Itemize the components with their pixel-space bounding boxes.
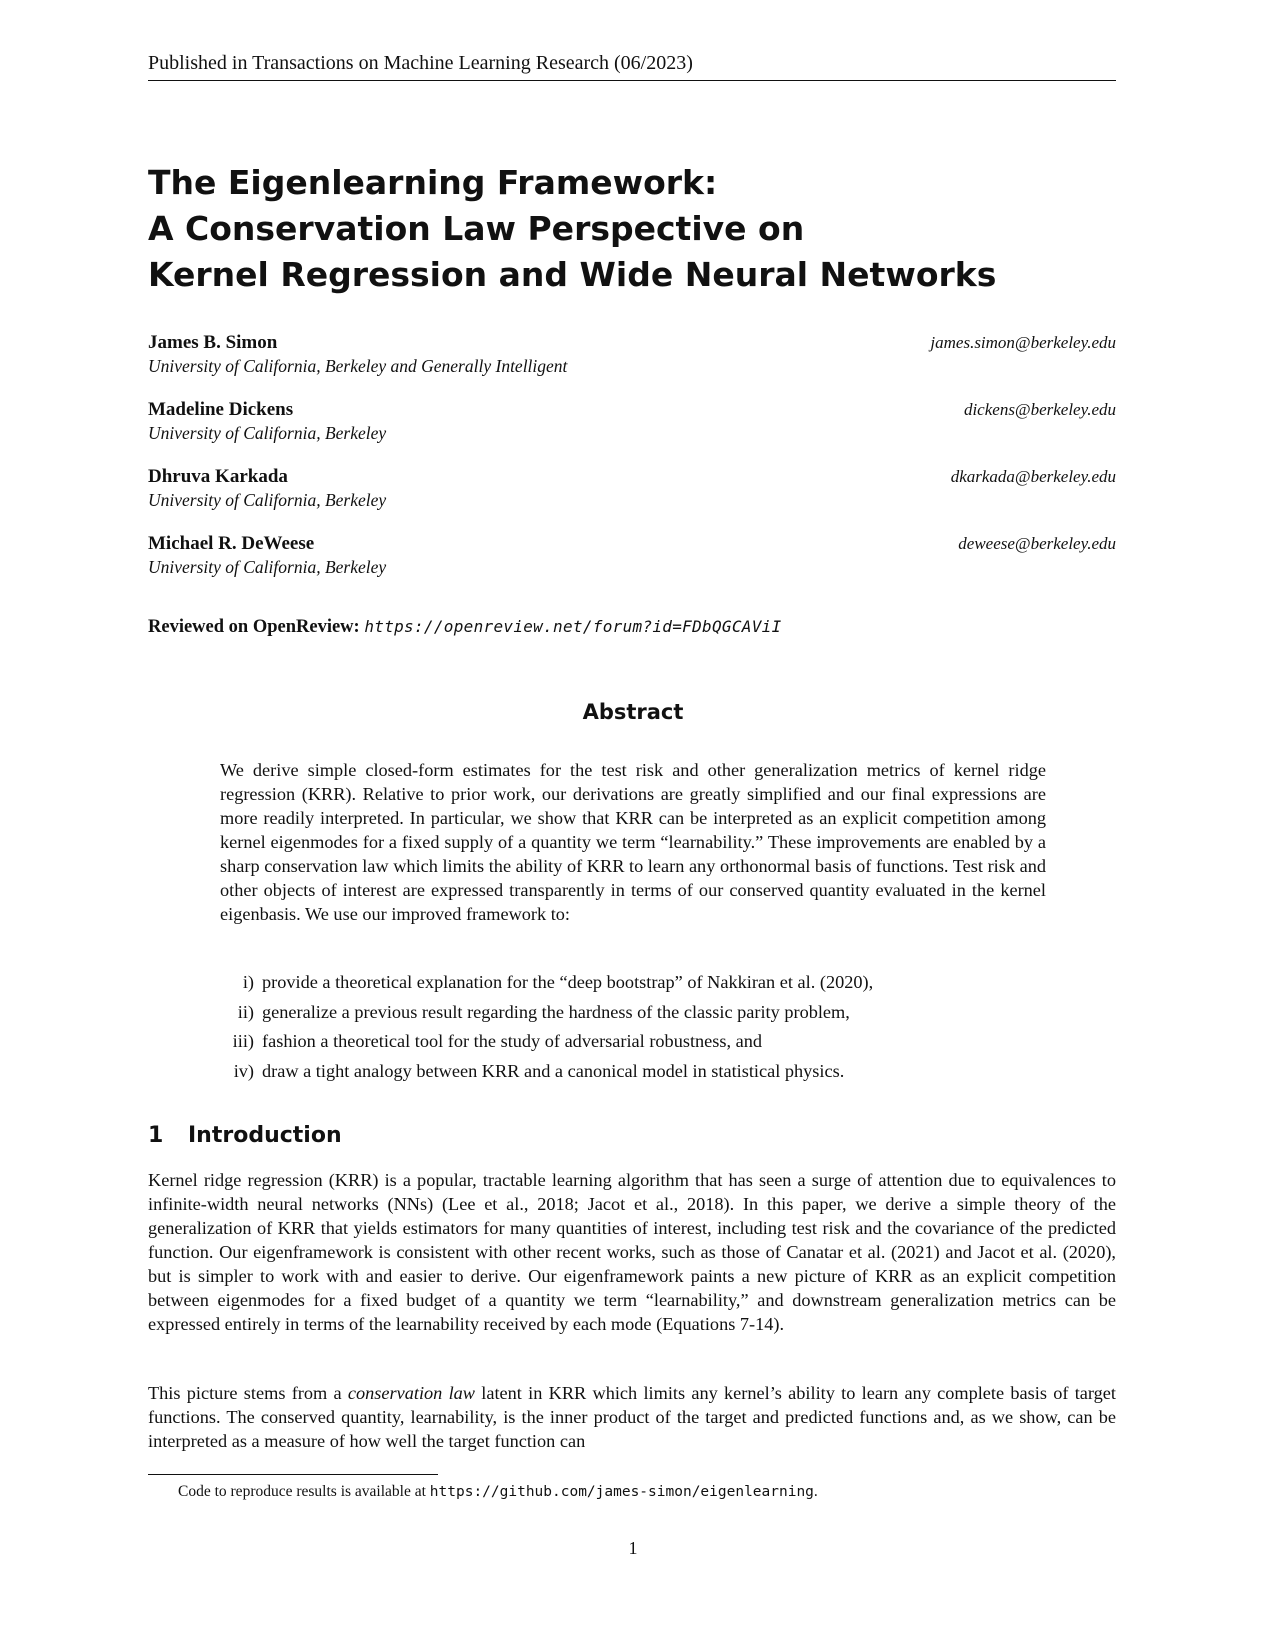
footnote-end: .: [813, 1483, 818, 1500]
section-number: 1: [148, 1123, 164, 1148]
intro-paragraph-2: [148, 1381, 1116, 1453]
openreview-link[interactable]: https://openreview.net/forum?id=FDbQGCAViI: [364, 617, 782, 636]
author-block: [148, 465, 1116, 511]
footnote: [178, 1483, 818, 1501]
list-item: [220, 1057, 1050, 1087]
title-line-1: The Eigenlearning Framework:: [148, 163, 718, 202]
header-rule: [148, 80, 1116, 81]
paper-title: [148, 160, 1128, 298]
code-link[interactable]: https://github.com/james-simon/eigenlearning: [429, 1484, 814, 1500]
list-item-number: i): [242, 972, 254, 992]
review-label: Reviewed on OpenReview:: [148, 617, 360, 637]
paragraph-text: This picture stems from a: [148, 1383, 348, 1403]
author-affiliation: University of California, Berkeley: [148, 557, 387, 577]
author-name: Michael R. DeWeese: [148, 533, 315, 554]
author-email[interactable]: dickens@berkeley.edu: [963, 400, 1116, 419]
running-header: Published in Transactions on Machine Learning Research (06/2023): [148, 52, 693, 74]
list-item-text: draw a tight analogy between KRR and a canonical model in statistical physics.: [262, 1060, 845, 1081]
abstract-text: We derive simple closed-form estimates for the test risk and other generalization metrics of kernel ridge regression (KRR). Relative to prior work, our derivations are greatly simplified and our final expressions are more readily interpreted. In particular, we show that KRR can be interpreted as an explicit competition among kernel eigenmodes for a fixed supply of a quantity we term “learnability.” These improvements are enabled by a sharp conservation law which limits the ability of KRR to learn any orthonormal basis of functions. Test risk and other objects of interest are expressed transparently in terms of our conserved quantity evaluated in the kernel eigenbasis. We use our improved framework to:: [220, 760, 1046, 924]
page-number: 1: [628, 1538, 638, 1558]
title-line-2: A Conservation Law Perspective on: [148, 209, 805, 248]
list-item-text: provide a theoretical explanation for the “deep bootstrap” of Nakkiran et al. (2020),: [262, 972, 874, 992]
emphasis-text: conservation law: [347, 1383, 476, 1403]
section-heading: [148, 1123, 342, 1148]
author-affiliation: University of California, Berkeley: [148, 423, 387, 443]
contribution-list: [220, 968, 1050, 1086]
list-item-text: fashion a theoretical tool for the study of adversarial robustness, and: [262, 1031, 763, 1051]
footnote-rule: [148, 1474, 438, 1475]
list-item: [220, 1027, 1050, 1057]
list-item-text: generalize a previous result regarding the hardness of the classic parity problem,: [262, 1001, 850, 1022]
review-line: [148, 617, 1116, 638]
title-line-3: Kernel Regression and Wide Neural Networks: [148, 255, 997, 294]
intro-paragraph-1: Kernel ridge regression (KRR) is a popular, tractable learning algorithm that has seen a surge of attention due to equivalences to infinite-width neural networks (NNs) (Lee et al., 2018; Jacot et al., 2018). In this paper, we derive a simple theory of the generalization of KRR that yields estimators for many quantities of interest, including test risk and the covariance of the predicted function. Our eigenframework is consistent with other recent works, such as those of Canatar et al. (2021) and Jacot et al. (2020), but is simpler to work with and easier to derive. Our eigenframework paints a new picture of KRR as an explicit competition between eigenmodes for a fixed budget of a quantity we term “learnability,” and downstream generalization metrics can be expressed entirely in terms of the learnability received by each mode (Equations 7-14).: [148, 1170, 1116, 1334]
author-affiliation: University of California, Berkeley and Generally Intelligent: [148, 356, 568, 376]
list-item-number: iv): [233, 1060, 254, 1081]
author-name: James B. Simon: [148, 332, 278, 353]
list-item-number: iii): [232, 1031, 254, 1051]
author-block: [148, 398, 1116, 444]
abstract-heading: Abstract: [582, 700, 684, 724]
author-email[interactable]: dkarkada@berkeley.edu: [950, 467, 1116, 486]
author-block: [148, 331, 1116, 377]
paragraph-text: latent in KRR which limits any kernel’s ability to learn any complete basis of target functions. The conserved quantity, learnability, is the inner product of the target and predicted functions and, as we show, can be interpreted as a measure of how well the target function can: [148, 1383, 1116, 1451]
footnote-text: Code to reproduce results is available at: [178, 1483, 430, 1500]
author-affiliation: University of California, Berkeley: [148, 490, 387, 510]
author-email[interactable]: james.simon@berkeley.edu: [930, 333, 1116, 352]
author-name: Dhruva Karkada: [148, 466, 288, 487]
author-block: [148, 532, 1116, 578]
list-item-number: ii): [237, 1001, 254, 1022]
author-email[interactable]: deweese@berkeley.edu: [958, 534, 1116, 553]
section-title: Introduction: [188, 1123, 342, 1148]
list-item: [220, 968, 1050, 998]
list-item: [220, 998, 1050, 1028]
author-name: Madeline Dickens: [148, 399, 294, 420]
